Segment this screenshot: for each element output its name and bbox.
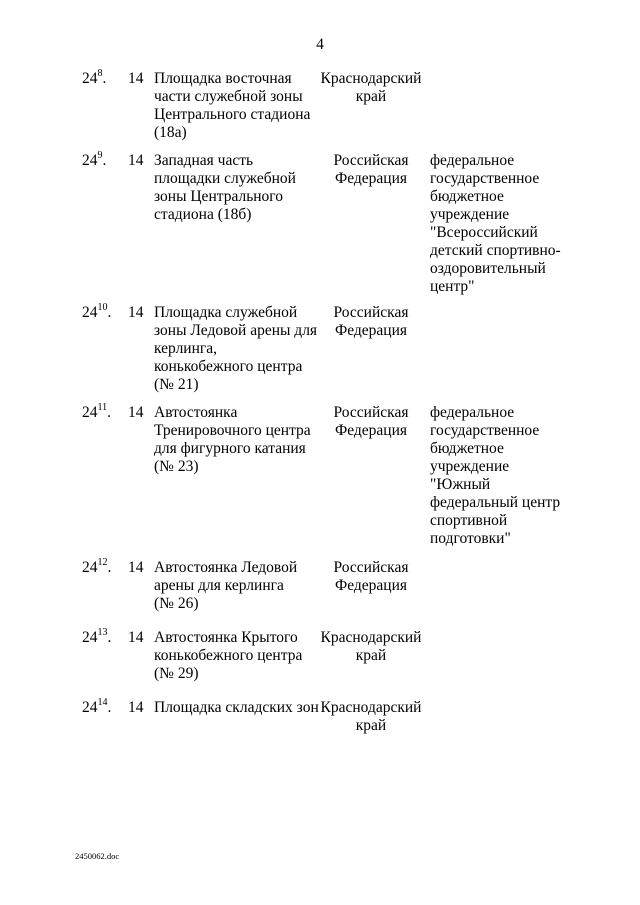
page-number: 4 xyxy=(316,36,324,53)
rights-holder-line: оздоровительный xyxy=(430,260,546,277)
rights-holder xyxy=(430,152,570,296)
row-number-dot: . xyxy=(107,629,112,646)
rights-holder-line: бюджетное xyxy=(430,188,504,205)
object-name-line: Центрального стадиона xyxy=(154,106,311,123)
object-name-line: Тренировочного центра xyxy=(154,422,311,439)
owner-line: край xyxy=(355,647,387,664)
object-name xyxy=(154,404,316,476)
row-code: 14 xyxy=(128,152,144,169)
object-name xyxy=(154,699,319,717)
row-number-superscript: 10 xyxy=(97,301,108,313)
row-number-superscript: 13 xyxy=(97,626,108,638)
row-number xyxy=(82,696,122,717)
row-code: 14 xyxy=(128,304,144,321)
rights-holder-line: федеральное xyxy=(430,404,515,421)
row-number-base: 24 xyxy=(82,70,98,87)
row-number xyxy=(82,301,122,322)
object-name-line: Автостоянка Ледовой xyxy=(154,559,298,576)
owner-line: край xyxy=(355,717,387,734)
row-code: 14 xyxy=(128,404,144,421)
rights-holder-line: бюджетное xyxy=(430,440,504,457)
object-name xyxy=(154,70,316,142)
owner-line: Российская xyxy=(333,404,409,421)
object-name-line: Площадка служебной xyxy=(154,304,298,321)
row-code: 14 xyxy=(128,629,144,646)
object-name-line: (№ 26) xyxy=(154,595,199,612)
row-number-dot: . xyxy=(102,152,107,169)
row-number-base: 24 xyxy=(82,559,98,576)
row-number-superscript: 12 xyxy=(97,556,108,568)
rights-holder-line: детский спортивно- xyxy=(430,242,561,259)
rights-holder-line: федеральное xyxy=(430,152,515,169)
object-name xyxy=(154,304,316,394)
row-code: 14 xyxy=(128,559,144,576)
owner-line: край xyxy=(355,88,387,105)
rights-holder-line: подготовки" xyxy=(430,530,511,547)
rights-holder-line: учреждение xyxy=(430,458,510,475)
object-name-line: керлинга, xyxy=(154,340,218,357)
object-name-line: (18а) xyxy=(154,124,187,141)
object-name-line: (№ 23) xyxy=(154,458,199,475)
row-number-dot: . xyxy=(102,70,107,87)
object-name-line: площадки служебной xyxy=(154,170,296,187)
row-number-superscript: 14 xyxy=(97,696,108,708)
owner-line: Краснодарский xyxy=(320,629,422,646)
object-name-line: Западная часть xyxy=(154,152,254,169)
object-name-line: Площадка складских зон xyxy=(154,699,319,716)
row-number xyxy=(82,401,122,422)
owner-line: Краснодарский xyxy=(320,70,422,87)
object-name-line: зоны Ледовой арены для xyxy=(154,322,318,339)
row-number-base: 24 xyxy=(82,699,98,716)
rights-holder-line: центр" xyxy=(430,278,475,295)
object-name-line: конькобежного центра xyxy=(154,358,303,375)
object-name-line: конькобежного центра xyxy=(154,647,303,664)
rights-holder xyxy=(430,404,570,548)
document-filename: 2450062.doc xyxy=(75,851,120,861)
object-name-line: части служебной зоны xyxy=(154,88,303,105)
row-number-dot: . xyxy=(107,404,112,421)
row-number-superscript: 11 xyxy=(97,401,108,413)
object-name xyxy=(154,559,316,613)
object-name-line: Автостоянка xyxy=(154,404,238,421)
owner xyxy=(318,699,424,735)
object-name-line: (№ 29) xyxy=(154,665,199,682)
object-name-line: (№ 21) xyxy=(154,376,199,393)
row-number-dot: . xyxy=(107,559,112,576)
rights-holder-line: государственное xyxy=(430,170,540,187)
rights-holder-line: учреждение xyxy=(430,206,510,223)
owner-line: Федерация xyxy=(334,422,408,439)
owner xyxy=(318,404,424,440)
row-code: 14 xyxy=(128,70,144,87)
rights-holder-line: "Всероссийский xyxy=(430,224,538,241)
owner-line: Российская xyxy=(333,559,409,576)
owner-line: Федерация xyxy=(334,577,408,594)
row-number-base: 24 xyxy=(82,404,98,421)
row-number-superscript: 8 xyxy=(97,67,103,79)
object-name-line: стадиона (18б) xyxy=(154,206,252,223)
owner-line: Российская xyxy=(333,304,409,321)
row-number-dot: . xyxy=(107,304,112,321)
row-number-base: 24 xyxy=(82,304,98,321)
row-code: 14 xyxy=(128,699,144,716)
row-number-base: 24 xyxy=(82,152,98,169)
owner xyxy=(318,629,424,665)
owner-line: Краснодарский xyxy=(320,699,422,716)
owner xyxy=(318,70,424,106)
row-number xyxy=(82,149,122,170)
object-name xyxy=(154,152,316,224)
object-name-line: для фигурного катания xyxy=(154,440,306,457)
owner xyxy=(318,152,424,188)
row-number-dot: . xyxy=(107,699,112,716)
owner-line: Федерация xyxy=(334,170,408,187)
row-number-base: 24 xyxy=(82,629,98,646)
row-number-superscript: 9 xyxy=(97,149,103,161)
row-number xyxy=(82,556,122,577)
rights-holder-line: "Южный xyxy=(430,476,491,493)
object-name-line: Автостоянка Крытого xyxy=(154,629,298,646)
object-name-line: арены для керлинга xyxy=(154,577,284,594)
row-number xyxy=(82,626,122,647)
owner xyxy=(318,304,424,340)
row-number xyxy=(82,67,122,88)
owner xyxy=(318,559,424,595)
owner-line: Федерация xyxy=(334,322,408,339)
object-name xyxy=(154,629,316,683)
rights-holder-line: государственное xyxy=(430,422,540,439)
object-name-line: Площадка восточная xyxy=(154,70,292,87)
owner-line: Российская xyxy=(333,152,409,169)
object-name-line: зоны Центрального xyxy=(154,188,284,205)
rights-holder-line: спортивной xyxy=(430,512,508,529)
rights-holder-line: федеральный центр xyxy=(430,494,561,511)
